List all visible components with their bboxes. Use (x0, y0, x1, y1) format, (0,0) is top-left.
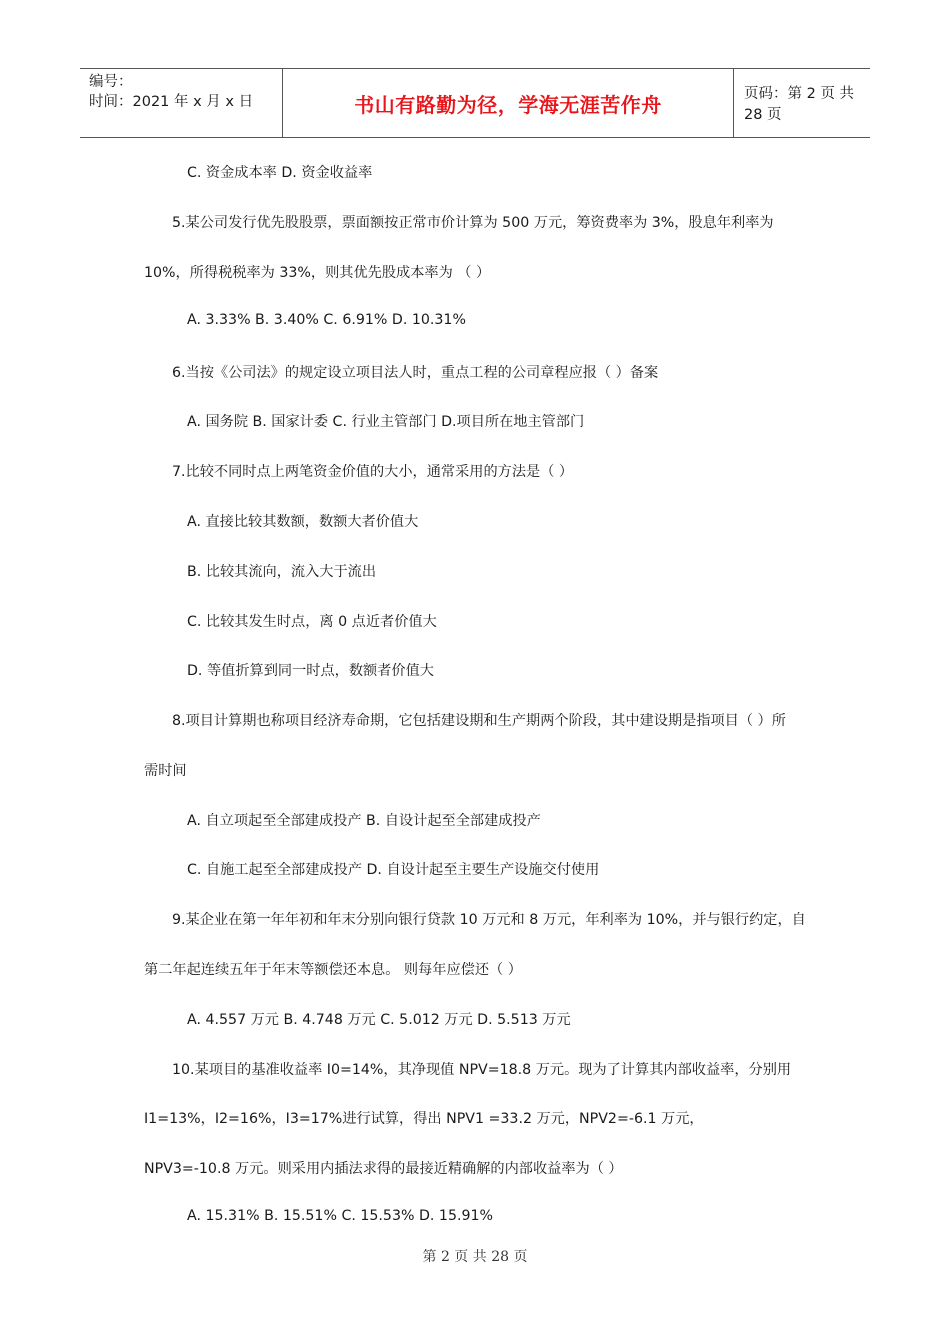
question-line: 需时间 (144, 763, 187, 779)
question-line: 5.某公司发行优先股股票，票面额按正常市价计算为 500 万元，筹资费率为 3%，股息年利率为 (172, 215, 774, 231)
question-line: I1=13%，I2=16%，I3=17%进行试算，得出 NPV1 =33.2 万元，NPV2=-6.1 万元， (144, 1111, 704, 1127)
header-meta (80, 69, 282, 137)
question-line: 10.某项目的基准收益率 I0=14%，其净现值 NPV=18.8 万元。现为了计算其内部收益率，分别用 (172, 1062, 792, 1078)
number-label: 编号： (89, 74, 133, 90)
page-footer: 第 2 页 共 28 页 (422, 1249, 528, 1265)
page-info: 页码：第 2 页 共 28 页 (744, 86, 855, 123)
option-line: A. 国务院 B. 国家计委 C. 行业主管部门 D.项目所在地主管部门 (187, 414, 585, 430)
question-line: NPV3=-10.8 万元。则采用内插法求得的最接近精确解的内部收益率为（ ） (144, 1161, 623, 1177)
option-line: A. 自立项起至全部建成投产 B. 自设计起至全部建成投产 (187, 813, 541, 829)
option-line: C. 自施工起至全部建成投产 D. 自设计起至主要生产设施交付使用 (187, 862, 600, 878)
motto: 书山有路勤为径，学海无涯苦作舟 (282, 69, 734, 137)
option-line: C. 资金成本率 D. 资金收益率 (187, 165, 373, 181)
question-line: 第二年起连续五年于年末等额偿还本息。 则每年应偿还（ ） (144, 962, 522, 978)
question-line: 6.当按《公司法》的规定设立项目法人时，重点工程的公司章程应报（ ）备案 (172, 365, 659, 381)
option-line: A. 直接比较其数额，数额大者价值大 (187, 514, 419, 530)
question-line: 10%，所得税税率为 33%，则其优先股成本率为 （ ） (144, 265, 491, 281)
option-line: D. 等值折算到同一时点，数额者价值大 (187, 663, 434, 679)
page-header (80, 68, 870, 138)
option-line: A. 15.31% B. 15.51% C. 15.53% D. 15.91% (187, 1208, 494, 1224)
option-line: C. 比较其发生时点，离 0 点近者价值大 (187, 614, 437, 630)
question-line: 8.项目计算期也称项目经济寿命期，它包括建设期和生产期两个阶段，其中建设期是指项目（ ）所 (172, 713, 786, 729)
option-line: B. 比较其流向，流入大于流出 (187, 564, 377, 580)
question-line: 9.某企业在第一年年初和年末分别向银行贷款 10 万元和 8 万元，年利率为 10%，并与银行约定，自 (172, 912, 806, 928)
question-line: 7.比较不同时点上两笔资金价值的大小，通常采用的方法是（ ） (172, 464, 574, 480)
time-label: 时间：2021 年 x 月 x 日 (89, 94, 254, 110)
option-line: A. 4.557 万元 B. 4.748 万元 C. 5.012 万元 D. 5.513 万元 (187, 1012, 571, 1028)
option-line: A. 3.33% B. 3.40% C. 6.91% D. 10.31% (187, 312, 466, 328)
